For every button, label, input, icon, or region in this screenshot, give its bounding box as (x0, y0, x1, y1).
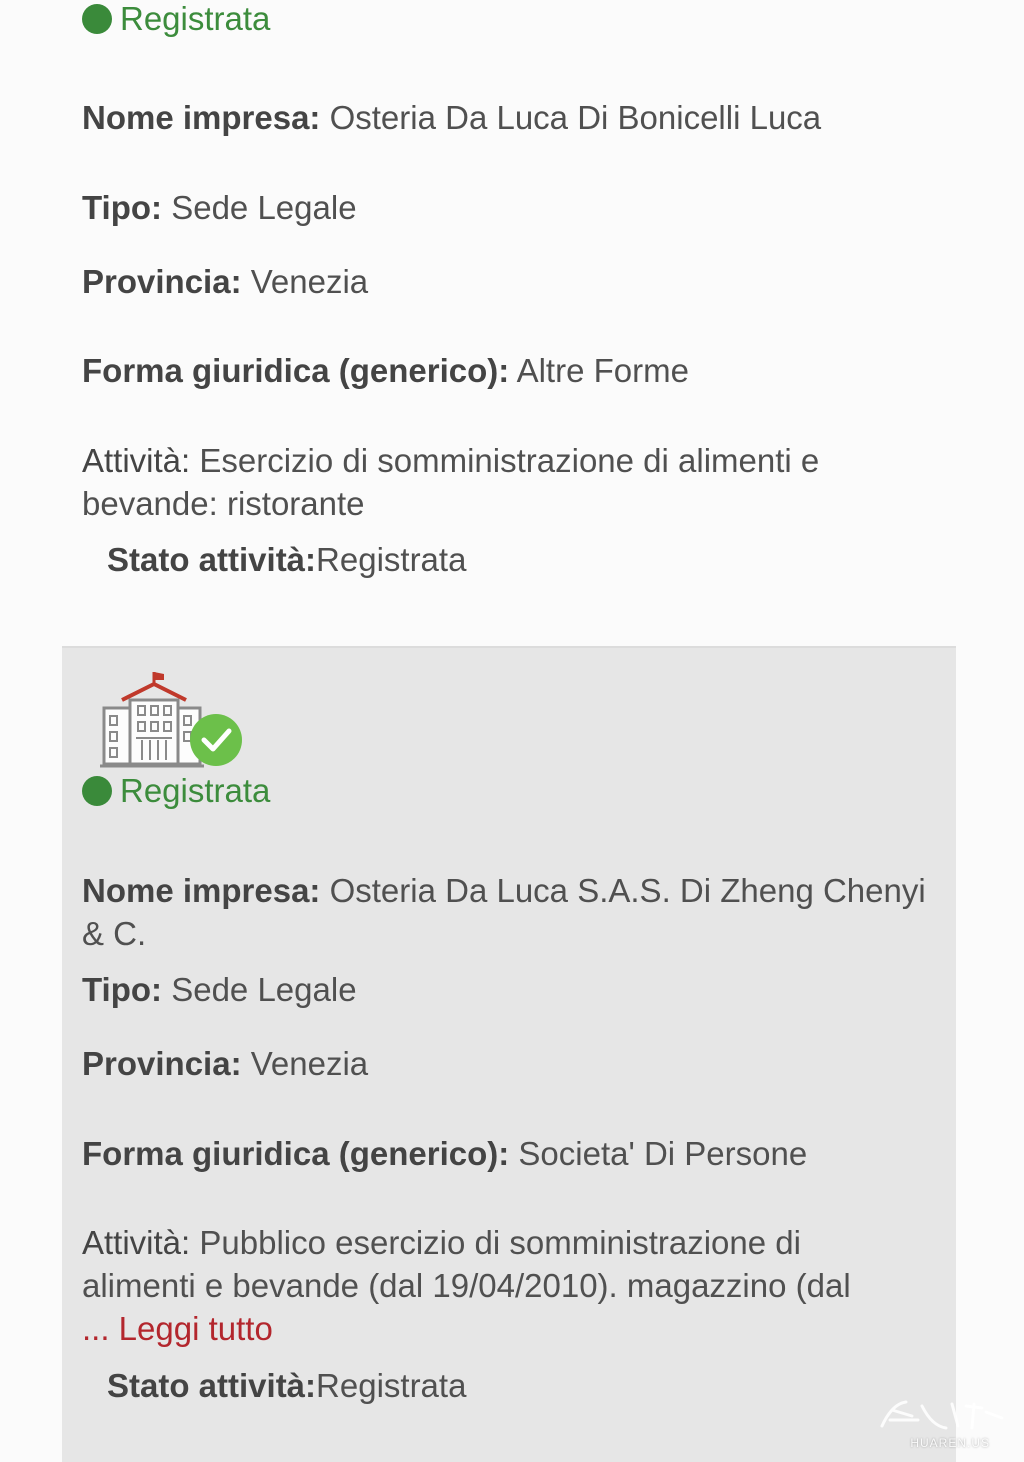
activity-status-field (107, 1364, 466, 1407)
activity-status-value: Registrata (316, 541, 467, 578)
legal-form-label: Forma giuridica (generico): (82, 352, 510, 389)
type-field (82, 968, 932, 1011)
status-label: Registrata (120, 0, 271, 37)
company-name-field (82, 96, 932, 139)
activity-value: Esercizio di somministrazione di alimenti e bevande: ristorante (82, 442, 820, 522)
company-name-label: Nome impresa: (82, 99, 321, 136)
read-more-link[interactable]: ... Leggi tutto (82, 1310, 273, 1347)
status-label: Registrata (120, 772, 271, 809)
province-value: Venezia (241, 263, 369, 300)
activity-label: Attività: (82, 442, 191, 479)
province-field (82, 1042, 932, 1085)
status-dot-icon (82, 4, 112, 34)
status-dot-icon (82, 776, 112, 806)
check-circle-icon (190, 714, 242, 766)
company-name-value: Osteria Da Luca Di Bonicelli Luca (320, 99, 822, 136)
type-value: Sede Legale (162, 971, 357, 1008)
type-label: Tipo: (82, 971, 163, 1008)
registered-building-icon (98, 668, 248, 772)
status-badge (82, 772, 270, 810)
province-label: Provincia: (82, 263, 242, 300)
legal-form-value: Altre Forme (509, 352, 689, 389)
legal-form-value: Societa' Di Persone (509, 1135, 808, 1172)
result-card-1[interactable] (0, 0, 1024, 640)
status-badge (82, 0, 270, 38)
activity-status-field (107, 538, 466, 581)
watermark (862, 1396, 1012, 1450)
activity-status-label: Stato attività: (107, 1367, 317, 1404)
activity-field (82, 439, 882, 525)
activity-label: Attività: (82, 1224, 191, 1261)
activity-status-label: Stato attività: (107, 541, 317, 578)
activity-value: Pubblico esercizio di somministrazione di alimenti e bevande (dal 19/04/2010). magazzino (dal (82, 1224, 851, 1304)
watermark-logo-icon (862, 1396, 1012, 1436)
company-name-field (82, 869, 932, 955)
legal-form-field (82, 1132, 932, 1175)
type-field (82, 186, 932, 229)
legal-form-label: Forma giuridica (generico): (82, 1135, 510, 1172)
company-name-label: Nome impresa: (82, 872, 321, 909)
province-field (82, 260, 932, 303)
province-value: Venezia (241, 1045, 369, 1082)
activity-field (82, 1221, 902, 1350)
type-label: Tipo: (82, 189, 163, 226)
legal-form-field (82, 349, 932, 392)
province-label: Provincia: (82, 1045, 242, 1082)
company-name-value: Osteria Da Luca S.A.S. Di Zheng Chenyi & C. (82, 872, 926, 952)
watermark-text: HUAREN.US (910, 1436, 990, 1450)
type-value: Sede Legale (162, 189, 357, 226)
activity-status-value: Registrata (316, 1367, 467, 1404)
